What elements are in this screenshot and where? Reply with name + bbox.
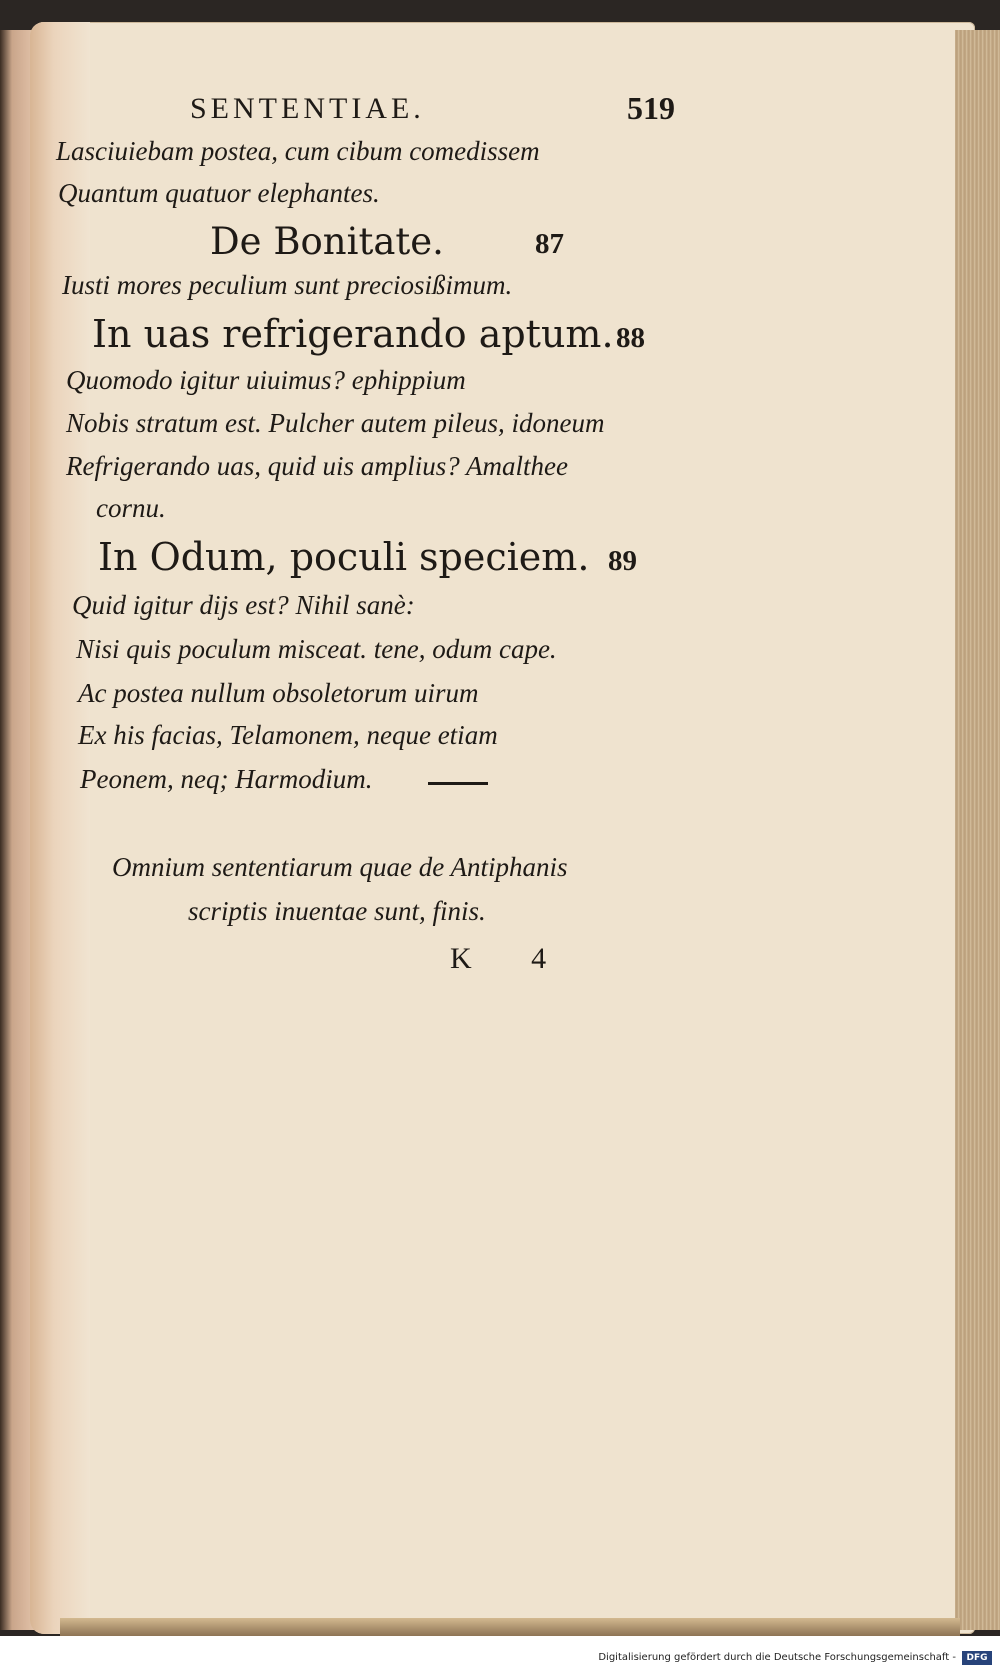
page-number: 519	[627, 90, 675, 126]
end-rule	[428, 782, 488, 785]
text-line: Nobis stratum est. Pulcher autem pileus, idoneum	[66, 408, 605, 438]
page-paper	[30, 22, 975, 1634]
text-line: Iusti mores peculium sunt preciosißimum.	[62, 270, 513, 300]
section-heading: In uas refrigerando aptum.	[92, 312, 614, 356]
text-line: Quid igitur dijs est? Nihil sanè:	[72, 590, 415, 620]
colophon-line: Omnium sententiarum quae de Antiphanis	[112, 852, 568, 882]
text-line: cornu.	[96, 493, 166, 523]
text-line: Quantum quatuor elephantes.	[58, 178, 380, 208]
text-line: Ac postea nullum obsoletorum uirum	[78, 678, 479, 708]
text-line: Lasciuiebam postea, cum cibum comedissem	[56, 136, 540, 166]
colophon-line: scriptis inuentae sunt, finis.	[188, 896, 486, 926]
section-number: 88	[616, 322, 645, 354]
bottom-book-edge	[60, 1618, 960, 1636]
section-heading: In Odum, poculi speciem.	[98, 535, 590, 579]
section-heading: De Bonitate.	[210, 220, 444, 263]
running-title: SENTENTIAE.	[190, 92, 425, 125]
text-line: Nisi quis poculum misceat. tene, odum cape.	[76, 634, 557, 664]
section-number: 89	[608, 545, 637, 577]
dfg-logo: DFG	[962, 1651, 992, 1665]
signature-mark: K 4	[450, 942, 573, 975]
text-line: Refrigerando uas, quid uis amplius? Amalthee	[66, 451, 568, 481]
section-number: 87	[535, 228, 564, 260]
text-line: Ex his facias, Telamonem, neque etiam	[78, 720, 498, 750]
text-line: Peonem, neq; Harmodium.	[80, 764, 373, 794]
text-line: Quomodo igitur uiuimus? ephippium	[66, 365, 466, 395]
page-gutter	[30, 22, 90, 1634]
funding-note: Digitalisierung gefördert durch die Deutsche Forschungsgemeinschaft -	[598, 1652, 956, 1663]
page-stack-edge	[955, 30, 1000, 1630]
